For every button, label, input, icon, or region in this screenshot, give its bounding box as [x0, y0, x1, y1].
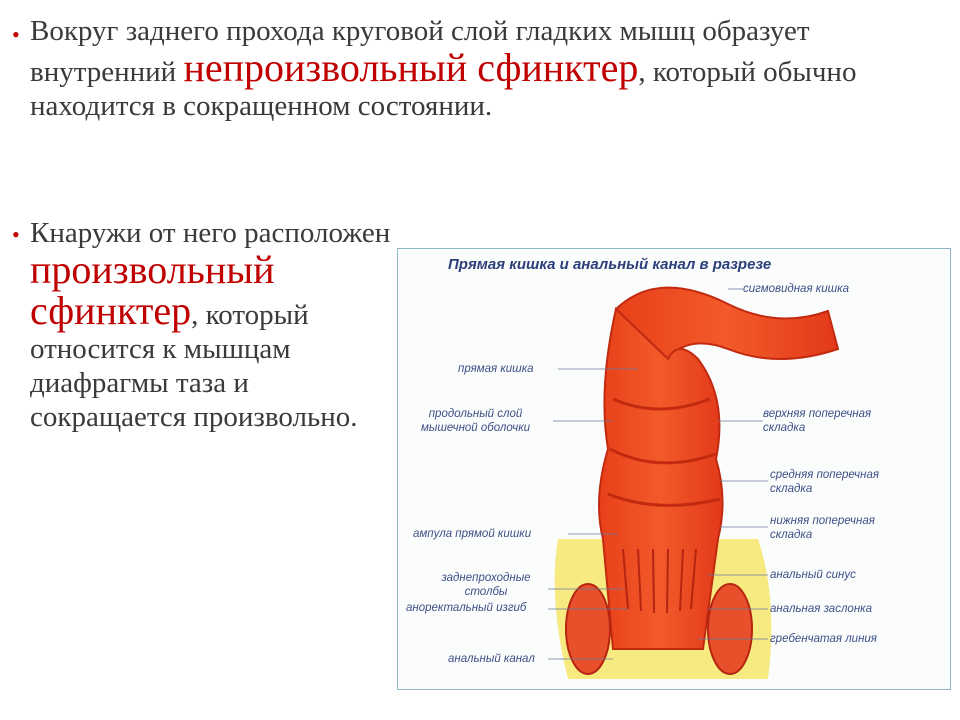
bullet-paragraph-2	[30, 216, 410, 434]
label-anal-sinus: анальный синус	[770, 569, 856, 581]
label-upper-fold: верхняя поперечная складка	[763, 408, 872, 434]
label-anal-columns: заднепроходные столбы	[441, 572, 531, 598]
bullet-1-text-before: Вокруг заднего прохода круговой слой гладких мышц образует внутренний	[30, 15, 810, 88]
label-longitudinal-layer: продольный слой мышечной оболочки	[420, 408, 531, 434]
bullet-marker-2: •	[12, 222, 20, 247]
bullet-marker-1: •	[12, 22, 20, 47]
label-middle-fold: средняя поперечная складка	[770, 469, 879, 495]
label-ampulla: ампула прямой кишки	[413, 528, 532, 540]
bullet-2-highlight-term: произвольный сфинктер	[30, 247, 275, 333]
label-rectum: прямая кишка	[458, 363, 534, 375]
bullet-paragraph-1	[30, 14, 940, 123]
anatomy-figure	[397, 248, 951, 690]
label-lower-fold: нижняя поперечная складка	[770, 515, 875, 541]
bullet-1-highlight-term: непроизвольный сфинктер	[183, 45, 639, 90]
bullet-2-text-before: Кнаружи от него расположен	[30, 217, 391, 249]
bullet-2-text-after: , который относится к мышцам диафрагмы таза и сокращается произвольно.	[30, 299, 358, 433]
label-anal-valve: анальная заслонка	[770, 603, 872, 615]
label-anorectal-bend: аноректальный изгиб	[406, 602, 527, 614]
label-pectinate-line: гребенчатая линия	[770, 633, 877, 645]
label-sigmoid: сигмовидная кишка	[743, 283, 849, 295]
label-anal-canal: анальный канал	[448, 653, 535, 665]
bullet-1-text-after: , который обычно находится в сокращенном состоянии.	[30, 56, 857, 122]
figure-title: Прямая кишка и анальный канал в разрезе	[448, 256, 772, 273]
